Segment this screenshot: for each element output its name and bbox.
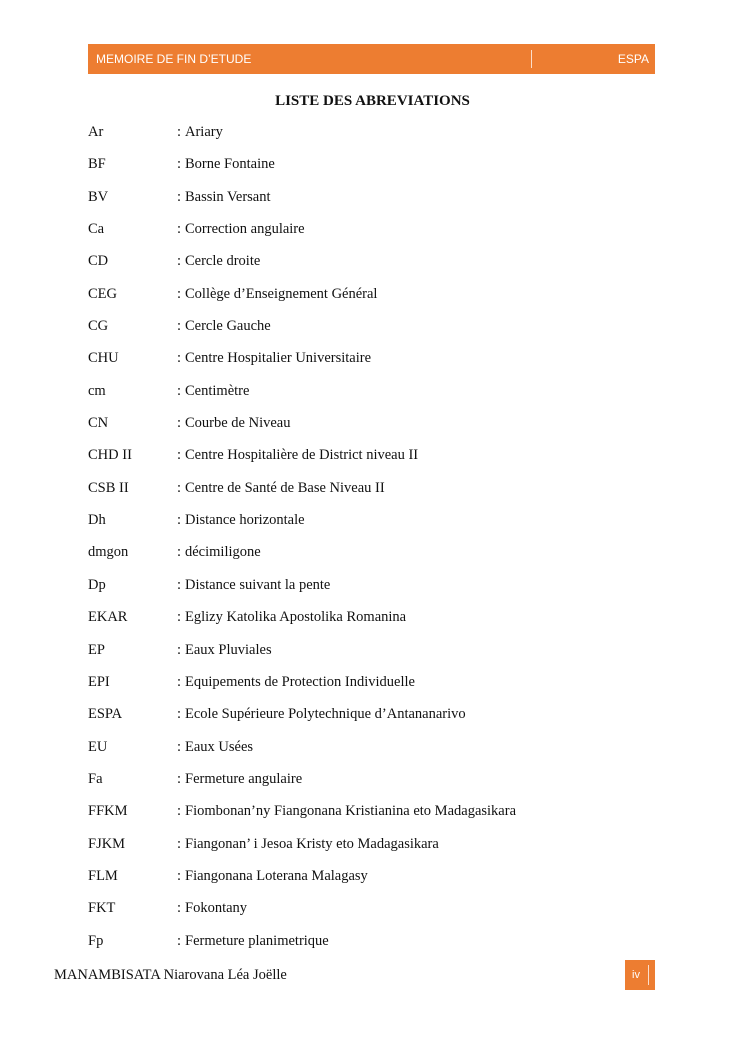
abbreviation-code: FJKM bbox=[88, 835, 126, 852]
abbreviation-meaning: Fermeture planimetrique bbox=[185, 932, 329, 949]
abbreviation-code: CHD II bbox=[88, 447, 132, 464]
abbreviation-meaning: Fokontany bbox=[185, 900, 248, 917]
abbreviation-code: dmgon bbox=[88, 544, 129, 561]
abbreviation-row bbox=[88, 933, 516, 965]
abbreviation-row bbox=[88, 868, 516, 900]
abbreviation-separator: : bbox=[177, 544, 182, 561]
abbreviation-code: EU bbox=[88, 738, 108, 755]
abbreviation-meaning: Centre de Santé de Base Niveau II bbox=[185, 479, 385, 496]
abbreviation-separator: : bbox=[177, 706, 182, 723]
abbreviation-code: FLM bbox=[88, 867, 118, 884]
abbreviation-code: BF bbox=[88, 156, 106, 173]
abbreviation-meaning: Fiangonan’ i Jesoa Kristy eto Madagasikara bbox=[185, 835, 439, 852]
abbreviation-row bbox=[88, 771, 516, 803]
page-number: iv bbox=[632, 969, 640, 981]
abbreviation-row bbox=[88, 512, 516, 544]
abbreviation-row bbox=[88, 350, 516, 382]
abbreviation-row bbox=[88, 383, 516, 415]
abbreviation-separator: : bbox=[177, 770, 182, 787]
abbreviation-meaning: Equipements de Protection Individuelle bbox=[185, 673, 415, 690]
abbreviation-separator: : bbox=[177, 382, 182, 399]
abbreviation-row bbox=[88, 415, 516, 447]
abbreviation-code: ESPA bbox=[88, 706, 123, 723]
abbreviation-meaning: Eaux Pluviales bbox=[185, 641, 272, 658]
abbreviation-meaning: Ecole Supérieure Polytechnique d’Antananarivo bbox=[185, 706, 466, 723]
abbreviation-row bbox=[88, 739, 516, 771]
abbreviation-meaning: Centre Hospitalière de District niveau II bbox=[185, 447, 419, 464]
abbreviation-separator: : bbox=[177, 253, 182, 270]
page-title: LISTE DES ABREVIATIONS bbox=[275, 93, 470, 109]
abbreviation-meaning: Borne Fontaine bbox=[185, 156, 275, 173]
abbreviation-row bbox=[88, 674, 516, 706]
abbreviation-meaning: Distance horizontale bbox=[185, 512, 305, 529]
abbreviation-meaning: Cercle Gauche bbox=[185, 318, 271, 335]
abbreviation-separator: : bbox=[177, 900, 182, 917]
abbreviation-row bbox=[88, 447, 516, 479]
abbreviation-row bbox=[88, 900, 516, 932]
abbreviation-code: Dp bbox=[88, 576, 106, 593]
abbreviation-separator: : bbox=[177, 415, 182, 432]
abbreviation-meaning: Courbe de Niveau bbox=[185, 415, 291, 432]
abbreviation-meaning: Fermeture angulaire bbox=[185, 770, 303, 787]
abbreviation-row bbox=[88, 803, 516, 835]
abbreviation-row bbox=[88, 156, 516, 188]
header-thesis-label: MEMOIRE DE FIN D’ETUDE bbox=[96, 52, 252, 66]
abbreviation-meaning: Fiombonan’ny Fiangonana Kristianina eto Madagasikara bbox=[185, 803, 517, 820]
abbreviation-code: cm bbox=[88, 382, 106, 399]
abbreviation-code: BV bbox=[88, 188, 109, 205]
abbreviation-meaning: Ariary bbox=[185, 124, 223, 140]
abbreviation-row bbox=[88, 609, 516, 641]
abbreviation-row bbox=[88, 577, 516, 609]
abbreviation-code: CEG bbox=[88, 285, 117, 302]
abbreviation-code: EPI bbox=[88, 673, 110, 690]
abbreviation-row bbox=[88, 253, 516, 285]
abbreviation-code: Dh bbox=[88, 512, 106, 529]
abbreviation-separator: : bbox=[177, 156, 182, 173]
abbreviation-code: Fp bbox=[88, 932, 104, 949]
abbreviation-meaning: Bassin Versant bbox=[185, 188, 271, 205]
abbreviation-code: CHU bbox=[88, 350, 119, 367]
page-number-divider bbox=[648, 965, 649, 985]
abbreviation-code: FFKM bbox=[88, 803, 128, 820]
abbreviation-code: CD bbox=[88, 253, 109, 270]
abbreviation-separator: : bbox=[177, 512, 182, 529]
abbreviation-separator: : bbox=[177, 285, 182, 302]
abbreviation-row bbox=[88, 124, 516, 156]
abbreviation-separator: : bbox=[177, 835, 182, 852]
abbreviation-separator: : bbox=[177, 867, 182, 884]
abbreviation-separator: : bbox=[177, 124, 182, 140]
abbreviation-code: EKAR bbox=[88, 609, 128, 626]
abbreviation-meaning: Fiangonana Loterana Malagasy bbox=[185, 867, 368, 884]
abbreviation-row bbox=[88, 286, 516, 318]
abbreviation-separator: : bbox=[177, 641, 182, 658]
abbreviation-meaning: décimiligone bbox=[185, 544, 261, 561]
abbreviation-meaning: Eglizy Katolika Apostolika Romanina bbox=[185, 609, 407, 626]
abbreviation-meaning: Centimètre bbox=[185, 382, 250, 399]
abbreviation-meaning: Correction angulaire bbox=[185, 221, 305, 238]
abbreviation-code: Ca bbox=[88, 221, 105, 238]
abbreviation-row bbox=[88, 642, 516, 674]
abbreviation-separator: : bbox=[177, 318, 182, 335]
abbreviation-code: CSB II bbox=[88, 479, 129, 496]
abbreviation-separator: : bbox=[177, 221, 182, 238]
abbreviation-separator: : bbox=[177, 609, 182, 626]
abbreviation-code: CG bbox=[88, 318, 109, 335]
abbreviation-meaning: Centre Hospitalier Universitaire bbox=[185, 350, 372, 367]
abbreviation-row bbox=[88, 544, 516, 576]
abbreviation-row bbox=[88, 836, 516, 868]
page-number-badge bbox=[625, 960, 655, 990]
abbreviation-meaning: Distance suivant la pente bbox=[185, 576, 331, 593]
header-school-label: ESPA bbox=[617, 52, 649, 66]
abbreviation-separator: : bbox=[177, 576, 182, 593]
abbreviation-separator: : bbox=[177, 188, 182, 205]
abbreviation-code: CN bbox=[88, 415, 109, 432]
page-header bbox=[88, 44, 655, 74]
abbreviation-separator: : bbox=[177, 447, 182, 464]
abbreviation-meaning: Cercle droite bbox=[185, 253, 261, 270]
abbreviation-code: Ar bbox=[88, 124, 104, 140]
footer-author: MANAMBISATA Niarovana Léa Joëlle bbox=[54, 967, 287, 983]
abbreviation-row bbox=[88, 189, 516, 221]
abbreviation-row bbox=[88, 706, 516, 738]
abbreviation-separator: : bbox=[177, 738, 182, 755]
abbreviation-separator: : bbox=[177, 673, 182, 690]
abbreviation-row bbox=[88, 221, 516, 253]
abbreviation-code: EP bbox=[88, 641, 105, 658]
abbreviation-separator: : bbox=[177, 350, 182, 367]
abbreviation-separator: : bbox=[177, 803, 182, 820]
abbreviation-code: Fa bbox=[88, 770, 103, 787]
abbreviation-separator: : bbox=[177, 479, 182, 496]
abbreviation-row bbox=[88, 318, 516, 350]
abbreviation-separator: : bbox=[177, 932, 182, 949]
abbreviation-code: FKT bbox=[88, 900, 116, 917]
abbreviation-row bbox=[88, 480, 516, 512]
abbreviation-meaning: Eaux Usées bbox=[185, 738, 254, 755]
abbreviation-list bbox=[88, 124, 516, 965]
abbreviation-meaning: Collège d’Enseignement Général bbox=[185, 285, 378, 302]
header-divider bbox=[531, 50, 532, 68]
